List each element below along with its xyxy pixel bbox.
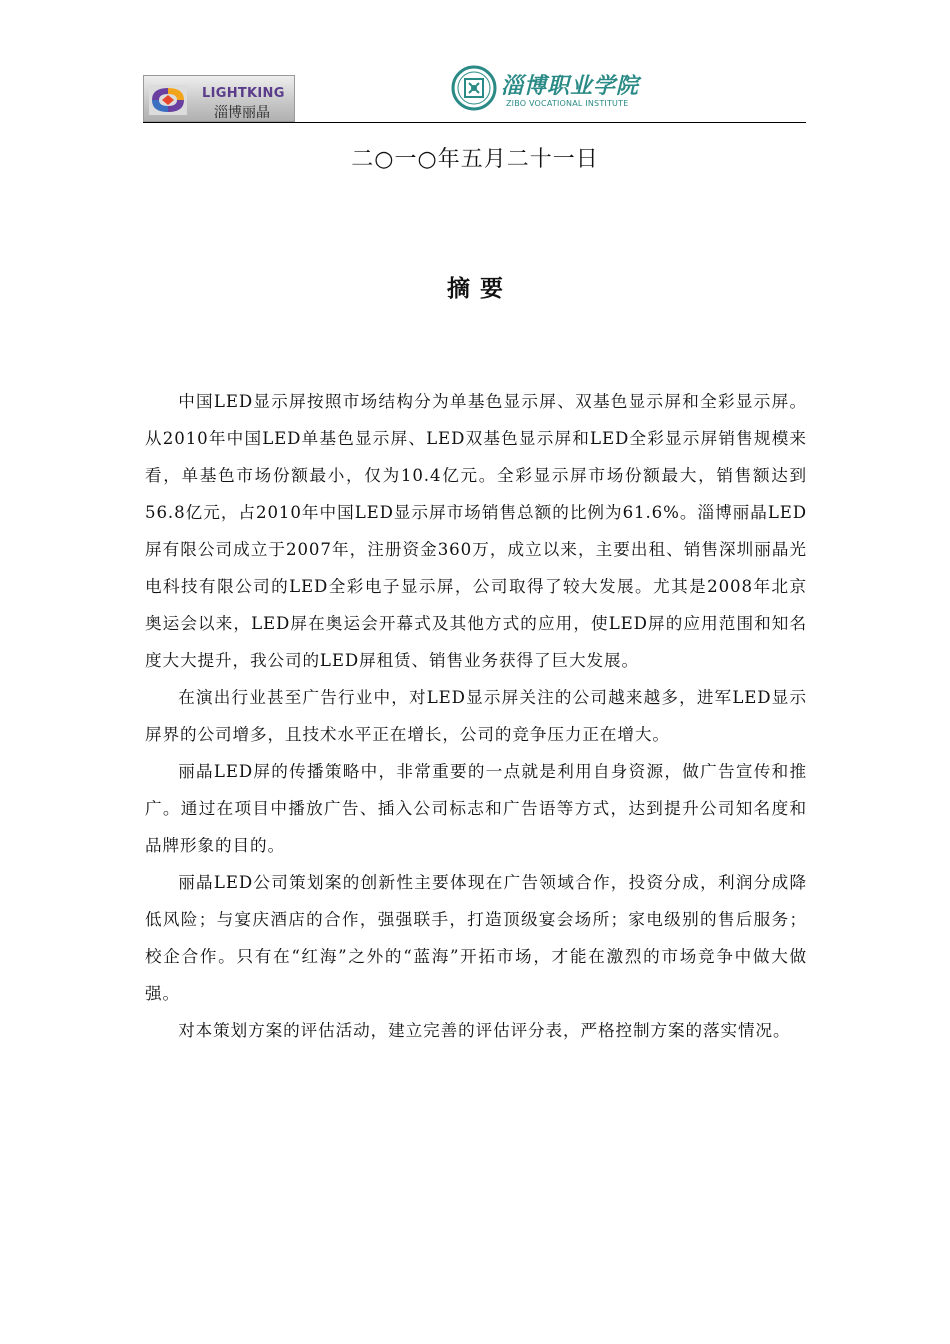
abstract-paragraph: 在演出行业甚至广告行业中，对LED显示屏关注的公司越来越多，进军LED显示屏界的公司增多，且技术水平正在增长，公司的竞争压力正在增大。 bbox=[145, 688, 807, 744]
lightking-mark-icon bbox=[149, 85, 187, 115]
school-emblem-icon bbox=[451, 65, 497, 111]
abstract-paragraph: 中国LED显示屏按照市场结构分为单基色显示屏、双基色显示屏和全彩显示屏。从2010年中国LED单基色显示屏、LED双基色显示屏和LED全彩显示屏销售规模来看，单基色市场份额最小，仅为10.4亿元。全彩显示屏市场份额最大，销售额达到56.8亿元，占2010年中国LED显示屏市场销售总额的比例为61.6%。淄博丽晶LED屏有限公司成立于2007年，注册资金360万，成立以来，主要出租、销售深圳丽晶光电科技有限公司的LED全彩电子显示屏，公司取得了较大发展。尤其是2008年北京奥运会以来，LED屏在奥运会开幕式及其他方式的应用，使LED屏的应用范围和知名度大大提升，我公司的LED屏租赁、销售业务获得了巨大发展。 bbox=[145, 392, 807, 670]
header-divider bbox=[143, 122, 806, 123]
abstract-body bbox=[145, 383, 807, 1049]
school-name-cn: 淄博职业学院 bbox=[501, 73, 640, 99]
lightking-logo bbox=[143, 75, 295, 122]
section-title: 摘要 bbox=[447, 276, 513, 302]
abstract-paragraph: 对本策划方案的评估活动，建立完善的评估评分表，严格控制方案的落实情况。 bbox=[178, 1021, 791, 1040]
document-date: 二○一○年五月二十一日 bbox=[351, 147, 599, 172]
school-name-en: ZIBO VOCATIONAL INSTITUTE bbox=[506, 99, 629, 108]
school-logo bbox=[451, 65, 651, 117]
abstract-paragraph: 丽晶LED屏的传播策略中，非常重要的一点就是利用自身资源，做广告宣传和推广。通过在项目中播放广告、插入公司标志和广告语等方式，达到提升公司知名度和品牌形象的目的。 bbox=[145, 762, 807, 855]
brand-name-cn: 淄博丽晶 bbox=[214, 105, 270, 121]
abstract-paragraph: 丽晶LED公司策划案的创新性主要体现在广告领域合作，投资分成，利润分成降低风险；与宴庆酒店的合作，强强联手，打造顶级宴会场所；家电级别的售后服务；校企合作。只有在“红海”之外的“蓝海”开拓市场，才能在激烈的市场竞争中做大做强。 bbox=[145, 873, 807, 1003]
brand-name-en: LIGHTKING bbox=[202, 86, 285, 101]
page-header bbox=[143, 62, 806, 124]
